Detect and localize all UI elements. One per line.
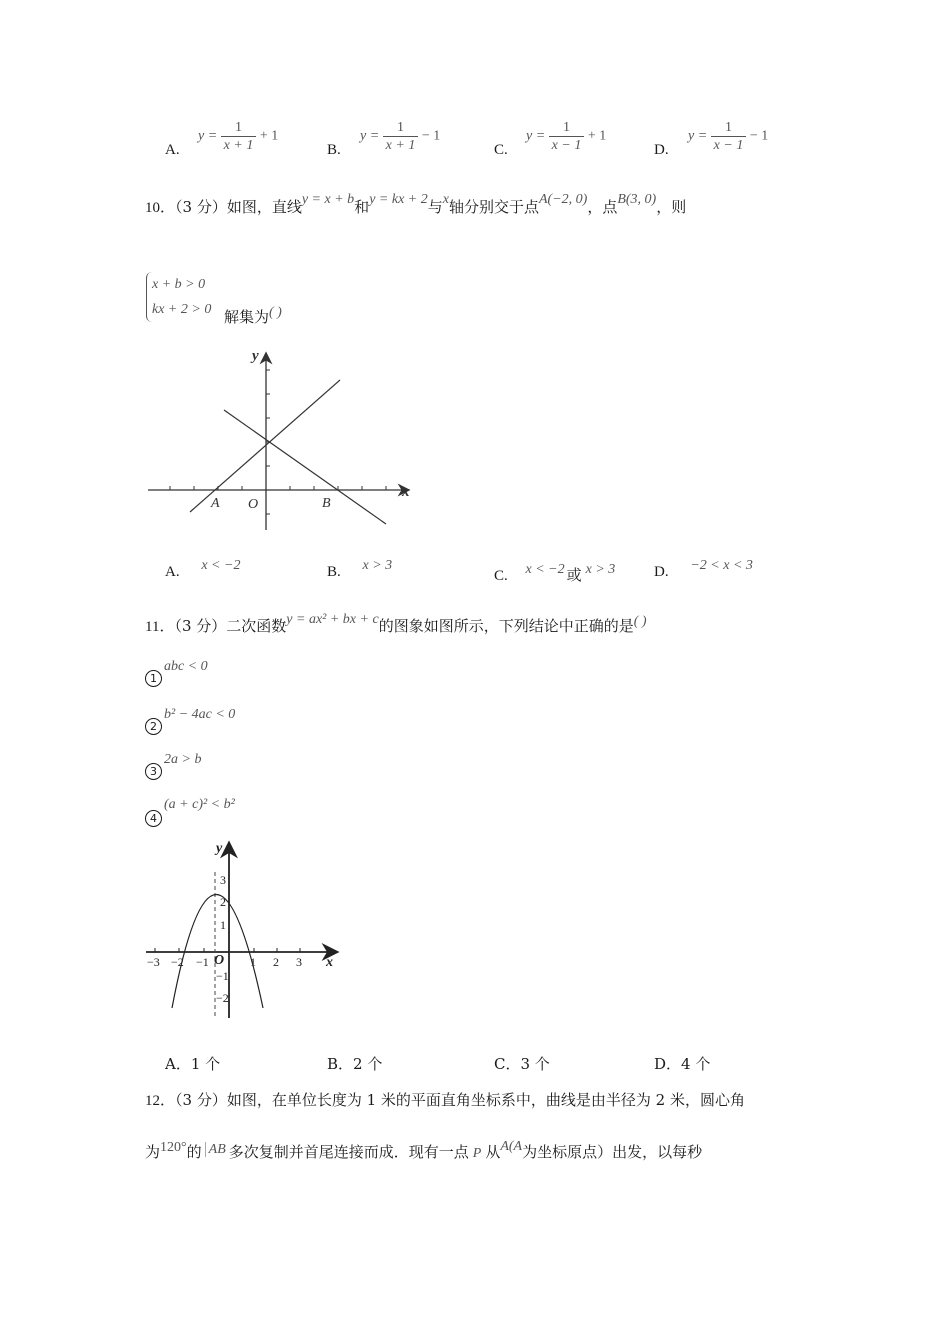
x-tick-label: −2: [171, 955, 184, 969]
option-label: A.: [165, 142, 180, 158]
x-tick-label: −3: [147, 955, 160, 969]
option-label: C.: [494, 142, 508, 158]
point-b-label: B: [322, 496, 331, 511]
answer-paren: ( ): [633, 614, 647, 629]
q11-option-a[interactable]: A．1 个: [165, 1055, 221, 1073]
q9-option-a-formula: y = $\frac{1}{x + 1}$ + 1: [198, 120, 279, 153]
y-tick-label: 1: [220, 918, 226, 932]
q11-conclusion-2: 2b² − 4ac < 0: [145, 708, 235, 735]
origin-label: O: [248, 497, 259, 512]
q11-option-b[interactable]: B．2 个: [327, 1055, 383, 1073]
q11-conclusion-4: 4(a + c)² < b²: [145, 800, 235, 827]
x-tick-label: 1: [250, 955, 256, 969]
q9-option-b-formula: y = $\frac{1}{x + 1}$ − 1: [360, 120, 441, 153]
x-tick-label: 3: [296, 955, 302, 969]
y-tick-label: −2: [216, 991, 229, 1005]
q9-option-c-formula: y = $\frac{1}{x - 1}$ + 1: [526, 120, 607, 153]
y-axis-label: y: [216, 841, 223, 856]
q10-option-c[interactable]: C. x < −2 或 x > 3: [494, 562, 616, 584]
q11-option-c[interactable]: C．3 个: [494, 1055, 550, 1073]
q9-option-c[interactable]: [494, 142, 508, 159]
q10-option-b[interactable]: B. x > 3: [327, 558, 393, 580]
option-label: B.: [327, 142, 341, 158]
option-label: D.: [654, 142, 669, 158]
q10-graph: [140, 340, 430, 540]
x-tick-label: 2: [273, 955, 279, 969]
question-number: 11．: [145, 619, 175, 635]
x-tick-label: −1: [196, 955, 209, 969]
q10-option-a[interactable]: A. x < −2: [165, 558, 241, 580]
q9-option-d[interactable]: [654, 142, 669, 159]
q11-conclusion-1: 1abc < 0: [145, 660, 208, 687]
q12-stem-line2: 为120°的 AB 多次复制并首尾连接而成．现有一点 P 从A(A为坐标原点）出发，以每秒: [145, 1139, 703, 1161]
q10-option-d[interactable]: D. −2 < x < 3: [654, 558, 753, 580]
score: （3 分）: [174, 617, 227, 635]
q11-conclusion-3: 32a > b: [145, 753, 201, 780]
q10-stem: 10．（3 分）如图，直线y = x + b和y = kx + 2与x轴分别交于点A(−2, 0)，点B(3, 0)，则: [145, 192, 687, 216]
q11-graph: [140, 836, 350, 1026]
y-tick-label: −1: [216, 969, 229, 983]
point-a-label: A: [211, 496, 220, 511]
q9-option-a[interactable]: [165, 142, 180, 159]
answer-paren: ( ): [269, 305, 282, 320]
score: （3 分）: [175, 1091, 227, 1109]
line-y-x-plus-b: [190, 380, 340, 512]
q12-stem-line1: 12．（3 分）如图，在单位长度为 1 米的平面直角坐标系中，曲线是由半径为 2 米，圆心角: [145, 1091, 745, 1109]
q11-option-d[interactable]: D．4 个: [654, 1055, 711, 1073]
y-tick-label: 2: [220, 895, 226, 909]
q9-option-b[interactable]: [327, 142, 341, 159]
x-axis-label: x: [402, 484, 410, 500]
q11-stem: 11．（3 分）二次函数y = ax² + bx + c的图象如图所示，下列结论中正确的是( ): [145, 612, 647, 635]
q9-option-d-formula: y = $\frac{1}{x - 1}$ − 1: [688, 120, 769, 153]
question-number: 12．: [145, 1093, 176, 1109]
score: （3 分）: [175, 198, 227, 216]
origin-label: O: [214, 953, 225, 968]
q10-inequality-system: x + b > 0 kx + 2 > 0: [146, 272, 211, 322]
x-axis-label: x: [326, 955, 333, 970]
y-tick-label: 3: [220, 873, 226, 887]
y-axis-label: y: [252, 348, 259, 364]
q10-stem-tail: 解集为( ): [224, 305, 282, 326]
question-number: 10．: [145, 200, 176, 216]
